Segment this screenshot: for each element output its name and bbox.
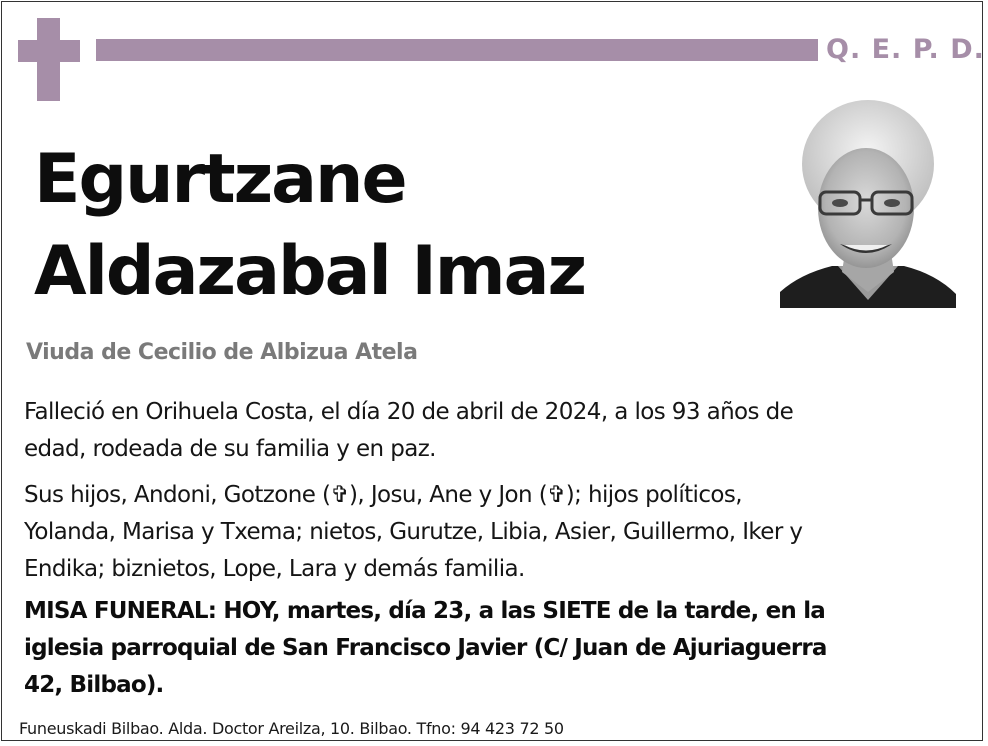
family-line: Sus hijos, Andoni, Gotzone (✞), Josu, Ane y Jon (✞); hijos políticos, — [24, 482, 742, 508]
funeral-mass-paragraph — [24, 593, 954, 704]
deceased-name-line1: Egurtzane — [34, 140, 406, 219]
deceased-name — [34, 134, 585, 318]
portrait-photo — [780, 96, 956, 308]
funeral-home-footer: Funeuskadi Bilbao. Alda. Doctor Areilza, 10. Bilbao. Tfno: 94 423 72 50 — [19, 719, 564, 738]
funeral-line: 42, Bilbao). — [24, 672, 164, 698]
funeral-line: iglesia parroquial de San Francisco Javier (C/ Juan de Ajuriaguerra — [24, 635, 827, 661]
widow-subtitle: Viuda de Cecilio de Albizua Atela — [26, 340, 418, 365]
latin-cross-icon — [18, 18, 80, 101]
cross-horizontal-bar — [18, 40, 80, 62]
header-rule — [96, 39, 818, 61]
deceased-name-line2: Aldazabal Imaz — [34, 232, 586, 311]
family-paragraph — [24, 477, 954, 588]
death-notice-line: edad, rodeada de su familia y en paz. — [24, 436, 436, 462]
portrait-image — [780, 96, 956, 308]
death-notice-line: Falleció en Orihuela Costa, el día 20 de abril de 2024, a los 93 años de — [24, 399, 794, 425]
family-line: Endika; biznietos, Lope, Lara y demás familia. — [24, 556, 525, 582]
death-notice-paragraph — [24, 394, 954, 468]
funeral-line: MISA FUNERAL: HOY, martes, día 23, a las SIETE de la tarde, en la — [24, 598, 825, 624]
family-line: Yolanda, Marisa y Txema; nietos, Gurutze, Libia, Asier, Guillermo, Iker y — [24, 519, 803, 545]
qepd-label: Q. E. P. D. — [826, 34, 985, 65]
